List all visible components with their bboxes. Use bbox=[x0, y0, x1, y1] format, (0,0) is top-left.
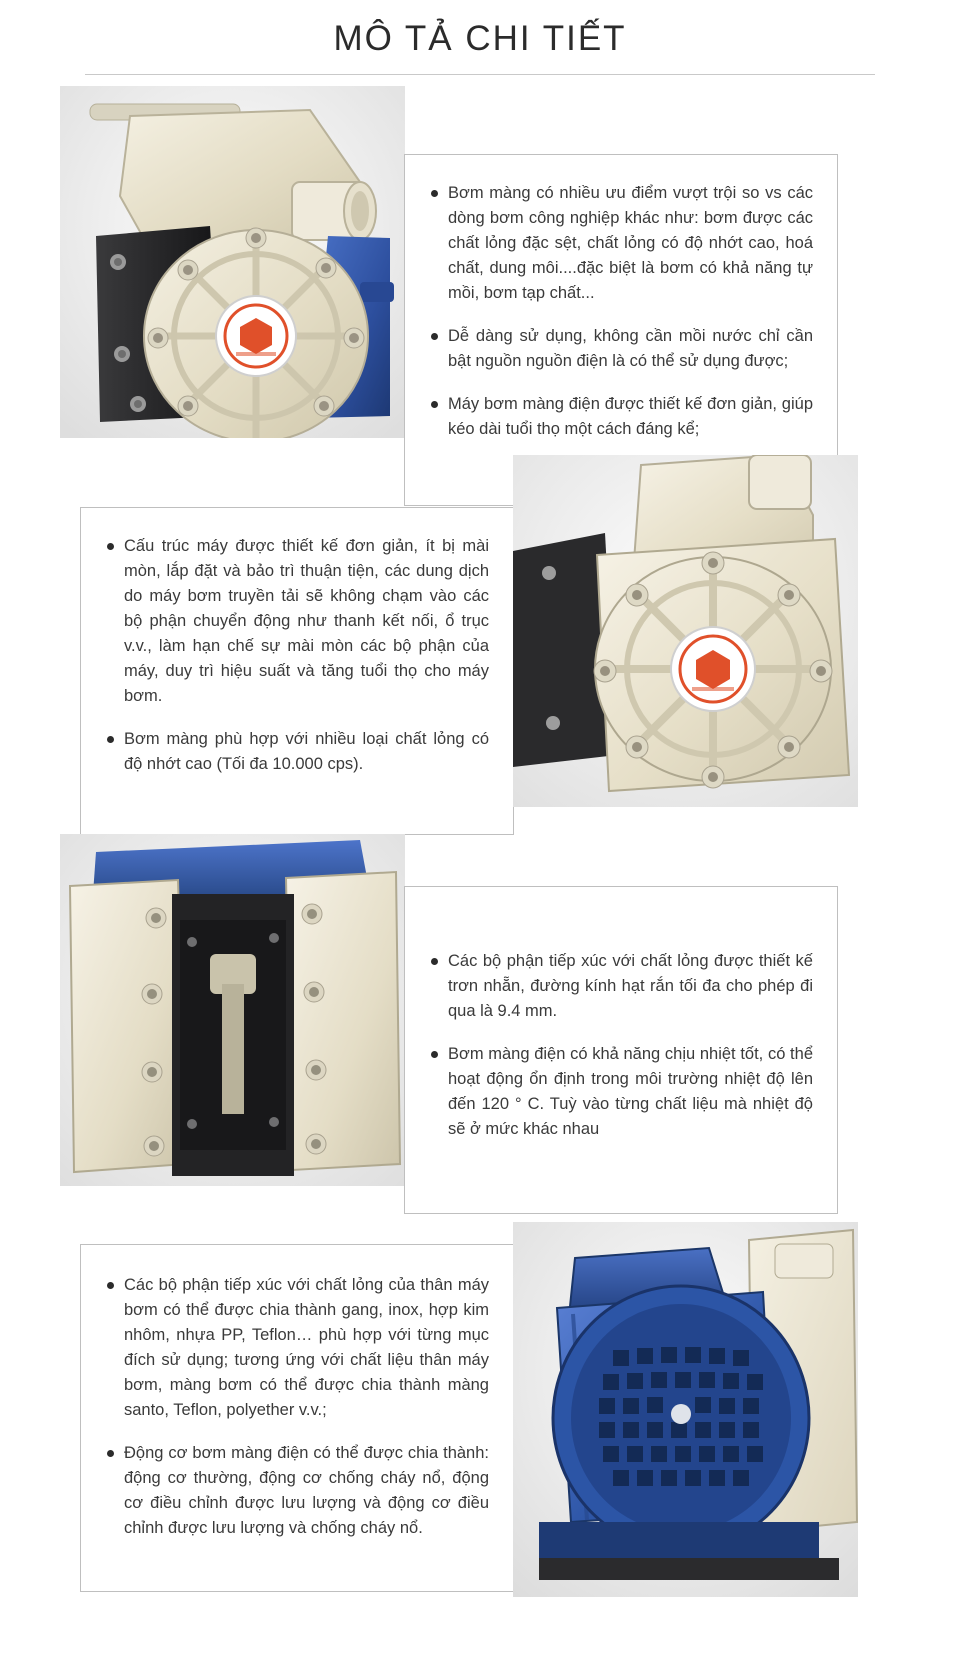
bullet-icon bbox=[431, 1051, 438, 1058]
page-title: MÔ TẢ CHI TIẾT bbox=[333, 19, 627, 58]
section-2-textbox bbox=[80, 507, 514, 835]
pump-motor-photo bbox=[513, 1222, 858, 1597]
bullet-icon bbox=[431, 958, 438, 965]
paragraph bbox=[107, 1273, 489, 1423]
bullet-icon bbox=[431, 333, 438, 340]
pump-center-section-photo bbox=[60, 834, 405, 1186]
section-3 bbox=[0, 834, 960, 1194]
paragraph-text: Các bộ phận tiếp xúc với chất lỏng được thiết kế trơn nhẵn, đường kính hạt rắn tối đa cho phép đi qua là 9.4 mm. bbox=[448, 952, 813, 1020]
paragraph bbox=[431, 181, 813, 306]
section-2 bbox=[0, 455, 960, 815]
paragraph bbox=[107, 534, 489, 709]
paragraph bbox=[431, 392, 813, 442]
paragraph bbox=[431, 324, 813, 374]
header-divider bbox=[85, 74, 875, 75]
paragraph-text: Bơm màng điện có khả năng chịu nhiệt tốt, có thể hoạt động ổn định trong môi trường nhiệt độ lên đến 120 ° C. Tuỳ vào từng chất liệu mà nhiệt độ sẽ ở mức khác nhau bbox=[448, 1045, 813, 1138]
section-4 bbox=[0, 1206, 960, 1606]
paragraph bbox=[431, 949, 813, 1024]
section-4-textbox bbox=[80, 1244, 514, 1592]
paragraph-text: Động cơ bơm màng điện có thể được chia thành: động cơ thường, động cơ chống cháy nổ, động cơ điều chỉnh được lưu lượng và động cơ điều chỉnh được lưu lượng và chống cháy nổ. bbox=[124, 1444, 489, 1537]
paragraph bbox=[107, 727, 489, 777]
bullet-icon bbox=[107, 1450, 114, 1457]
pump-front-view-photo bbox=[60, 86, 405, 438]
paragraph-text: Cấu trúc máy được thiết kế đơn giản, ít bị mài mòn, lắp đặt và bảo trì thuận tiện, các dung dịch do máy bơm truyền tải sẽ không chạm vào các bộ phận chuyển động như thanh kết nối, ổ trục v.v., làm hạn chế sự mài mòn các bộ phận của máy, duy trì hiệu suất và tăng tuổi thọ cho máy bơm. bbox=[124, 537, 489, 705]
section-1 bbox=[0, 86, 960, 446]
bullet-icon bbox=[107, 736, 114, 743]
bullet-icon bbox=[431, 190, 438, 197]
bullet-icon bbox=[107, 543, 114, 550]
paragraph-text: Dễ dàng sử dụng, không cần mồi nước chỉ cần bật nguồn nguồn điện là có thể sử dụng được; bbox=[448, 327, 813, 370]
page-header bbox=[0, 0, 960, 75]
paragraph bbox=[107, 1441, 489, 1541]
paragraph-text: Các bộ phận tiếp xúc với chất lỏng của thân máy bơm có thể được chia thành gang, inox, hợp kim nhôm, nhựa PP, Teflon… phù hợp với từng mục đích sử dụng; tương ứng với chất liệu thân máy bơm, màng bơm có thể được chia thành màng santo, Teflon, polyether v.v.; bbox=[124, 1276, 489, 1419]
bullet-icon bbox=[431, 401, 438, 408]
brand-badge-icon bbox=[671, 627, 755, 711]
paragraph bbox=[431, 1042, 813, 1142]
paragraph-text: Bơm màng có nhiều ưu điểm vượt trội so vs các dòng bơm công nghiệp khác như: bơm được các chất lỏng đặc sệt, chất lỏng có độ nhớt cao, hoá chất, dung môi....đặc biệt là bơm có khả năng tự mồi, bơm tạp chất... bbox=[448, 184, 813, 302]
section-1-textbox bbox=[404, 154, 838, 506]
paragraph-text: Bơm màng phù hợp với nhiều loại chất lỏng có độ nhớt cao (Tối đa 10.000 cps). bbox=[124, 730, 489, 773]
pump-side-housing-photo bbox=[513, 455, 858, 807]
brand-badge-icon bbox=[216, 296, 296, 376]
paragraph-text: Máy bơm màng điện được thiết kế đơn giản, giúp kéo dài tuổi thọ một cách đáng kể; bbox=[448, 395, 813, 438]
bullet-icon bbox=[107, 1282, 114, 1289]
section-3-textbox bbox=[404, 886, 838, 1214]
